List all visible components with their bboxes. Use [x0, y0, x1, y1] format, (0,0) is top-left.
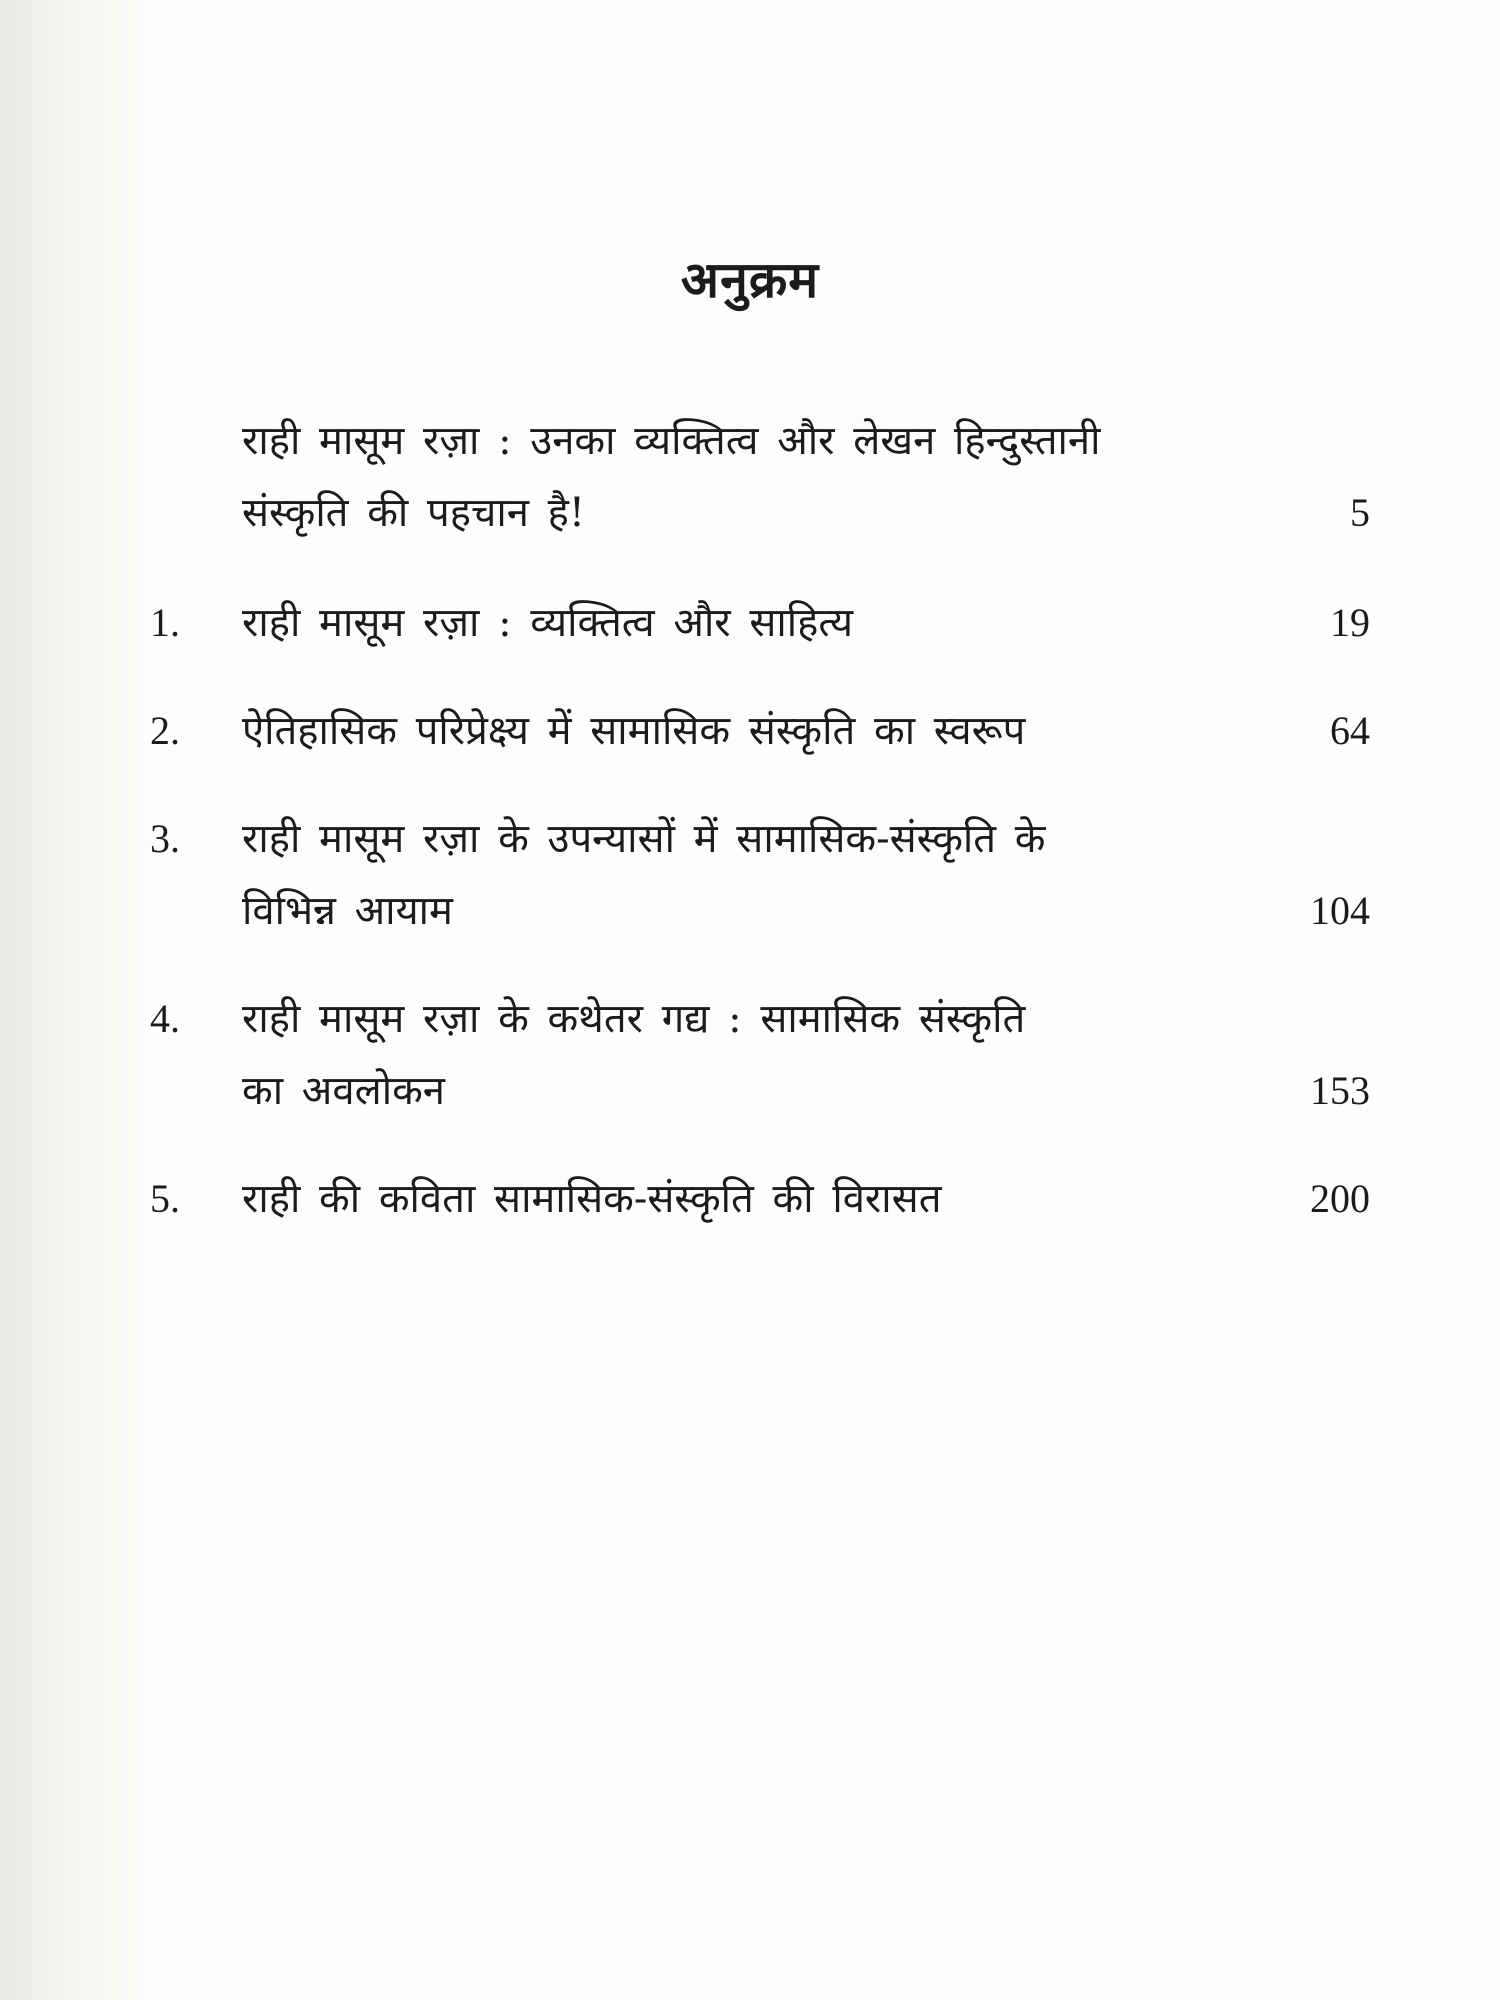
toc-entry-chapter-3 — [150, 803, 1370, 947]
toc-entry-page: 64 — [1330, 708, 1370, 753]
toc-entry-title-line: राही मासूम रज़ा के उपन्यासों में सामासिक-संस्कृति के — [242, 816, 1046, 862]
toc-entry-preface — [150, 405, 1370, 549]
toc-entry-page: 153 — [1310, 1068, 1370, 1113]
toc-entry-title-line: संस्कृति की पहचान है! — [242, 490, 585, 536]
toc-entry-title-line: राही की कविता सामासिक-संस्कृति की विरासत — [242, 1176, 942, 1222]
toc-entry-chapter-1 — [150, 587, 1370, 659]
table-of-contents — [150, 405, 1370, 1235]
toc-entry-title — [242, 587, 1242, 659]
toc-entry-title-line: ऐतिहासिक परिप्रेक्ष्य में सामासिक संस्कृति का स्वरूप — [242, 708, 1026, 754]
toc-entry-title — [242, 803, 1242, 947]
toc-entry-title-line: राही मासूम रज़ा : व्यक्तित्व और साहित्य — [242, 600, 854, 646]
toc-entry-title-line: विभिन्न आयाम — [242, 888, 453, 934]
toc-entry-chapter-5 — [150, 1163, 1370, 1235]
toc-entry-page: 5 — [1350, 490, 1370, 535]
toc-entry-title — [242, 983, 1242, 1127]
toc-entry-number: 4. — [150, 996, 180, 1041]
toc-entry-title-line: राही मासूम रज़ा के कथेतर गद्य : सामासिक संस्कृति — [242, 996, 1026, 1042]
toc-entry-title-line: का अवलोकन — [242, 1068, 445, 1114]
toc-entry-number: 5. — [150, 1176, 180, 1221]
toc-entry-number: 2. — [150, 708, 180, 753]
toc-entry-number: 3. — [150, 816, 180, 861]
toc-entry-page: 104 — [1310, 888, 1370, 933]
toc-entry-chapter-4 — [150, 983, 1370, 1127]
toc-entry-page: 200 — [1310, 1176, 1370, 1221]
toc-entry-title — [242, 695, 1242, 767]
page-title: अनुक्रम — [680, 250, 820, 309]
toc-entry-title — [242, 405, 1242, 549]
toc-entry-number: 1. — [150, 600, 180, 645]
toc-entry-chapter-2 — [150, 695, 1370, 767]
toc-entry-page: 19 — [1330, 600, 1370, 645]
toc-entry-title-line: राही मासूम रज़ा : उनका व्यक्तित्व और लेखन हिन्दुस्तानी — [242, 418, 1101, 464]
toc-entry-title — [242, 1163, 1242, 1235]
